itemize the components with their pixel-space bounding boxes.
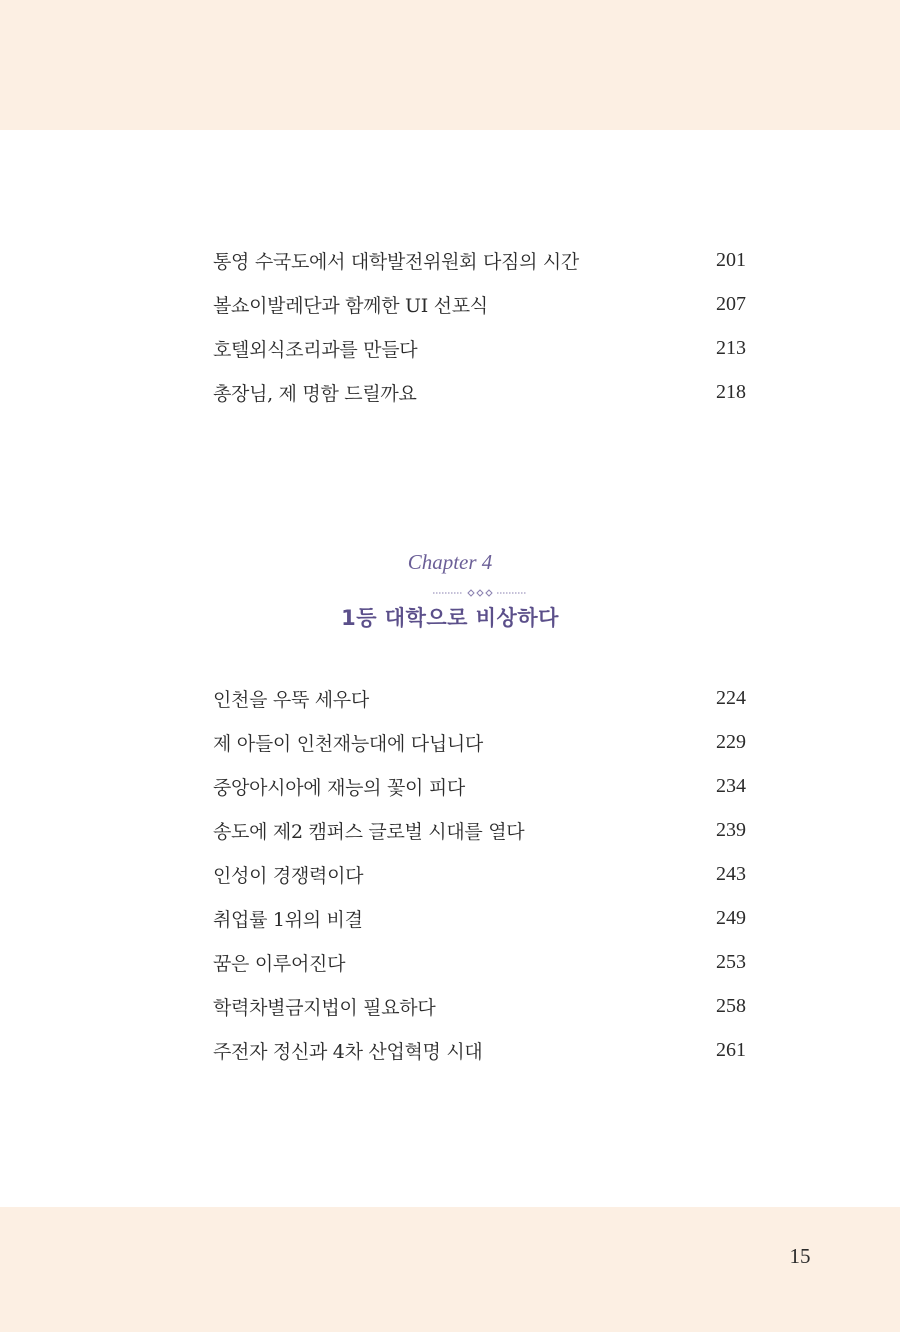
toc-entry[interactable] — [213, 903, 746, 933]
toc-entry-page: 249 — [716, 906, 746, 929]
toc-entry[interactable] — [213, 815, 746, 845]
toc-entry[interactable] — [213, 377, 746, 407]
toc-entry-page: 243 — [716, 862, 746, 885]
toc-entry-page: 207 — [716, 292, 746, 315]
chapter-label: Chapter 4 — [407, 550, 493, 574]
toc-entry[interactable] — [213, 289, 746, 319]
toc-entry-page: 239 — [716, 818, 746, 841]
toc-entry-title: 인성이 경쟁력이다 — [213, 864, 364, 887]
toc-entry[interactable] — [213, 991, 746, 1021]
chapter-title: 1등 대학으로 비상하다 — [341, 606, 559, 630]
toc-entry-page: 234 — [716, 774, 746, 797]
toc-entry-title: 인천을 우뚝 세우다 — [213, 688, 369, 711]
toc-entry-title: 송도에 제2 캠퍼스 글로벌 시대를 열다 — [213, 820, 525, 843]
toc-entry[interactable] — [213, 859, 746, 889]
toc-entry[interactable] — [213, 727, 746, 757]
toc-entry-title: 취업률 1위의 비결 — [213, 908, 363, 931]
ornament-divider-icon — [433, 588, 527, 598]
toc-entry[interactable] — [213, 1035, 746, 1065]
toc-entry-page: 229 — [716, 730, 746, 753]
toc-entry-page: 224 — [716, 686, 746, 709]
toc-entry-page: 261 — [716, 1038, 746, 1061]
top-decorative-band — [0, 0, 900, 130]
toc-entry-title: 총장님, 제 명함 드릴까요 — [213, 382, 417, 405]
toc-entry-title: 중앙아시아에 재능의 꽃이 피다 — [213, 776, 465, 799]
toc-entry[interactable] — [213, 947, 746, 977]
toc-entry-page: 253 — [716, 950, 746, 973]
toc-entry-title: 호텔외식조리과를 만들다 — [213, 338, 418, 361]
toc-entry-page: 258 — [716, 994, 746, 1017]
toc-entry-title: 제 아들이 인천재능대에 다닙니다 — [213, 732, 483, 755]
toc-entry[interactable] — [213, 333, 746, 363]
toc-entry[interactable] — [213, 245, 746, 275]
toc-entry-title: 학력차별금지법이 필요하다 — [213, 996, 436, 1019]
toc-entry[interactable] — [213, 683, 746, 713]
toc-entry-title: 볼쇼이발레단과 함께한 UI 선포식 — [213, 294, 488, 317]
page-number: 15 — [789, 1244, 811, 1268]
toc-entry-page: 218 — [716, 380, 746, 403]
toc-entry[interactable] — [213, 771, 746, 801]
toc-entry-title: 꿈은 이루어진다 — [213, 952, 346, 975]
bottom-decorative-band — [0, 1207, 900, 1332]
toc-entry-page: 213 — [716, 336, 746, 359]
toc-entry-title: 통영 수국도에서 대학발전위원회 다짐의 시간 — [213, 250, 579, 273]
toc-entry-title: 주전자 정신과 4차 산업혁명 시대 — [213, 1040, 483, 1063]
toc-entry-page: 201 — [716, 248, 746, 271]
